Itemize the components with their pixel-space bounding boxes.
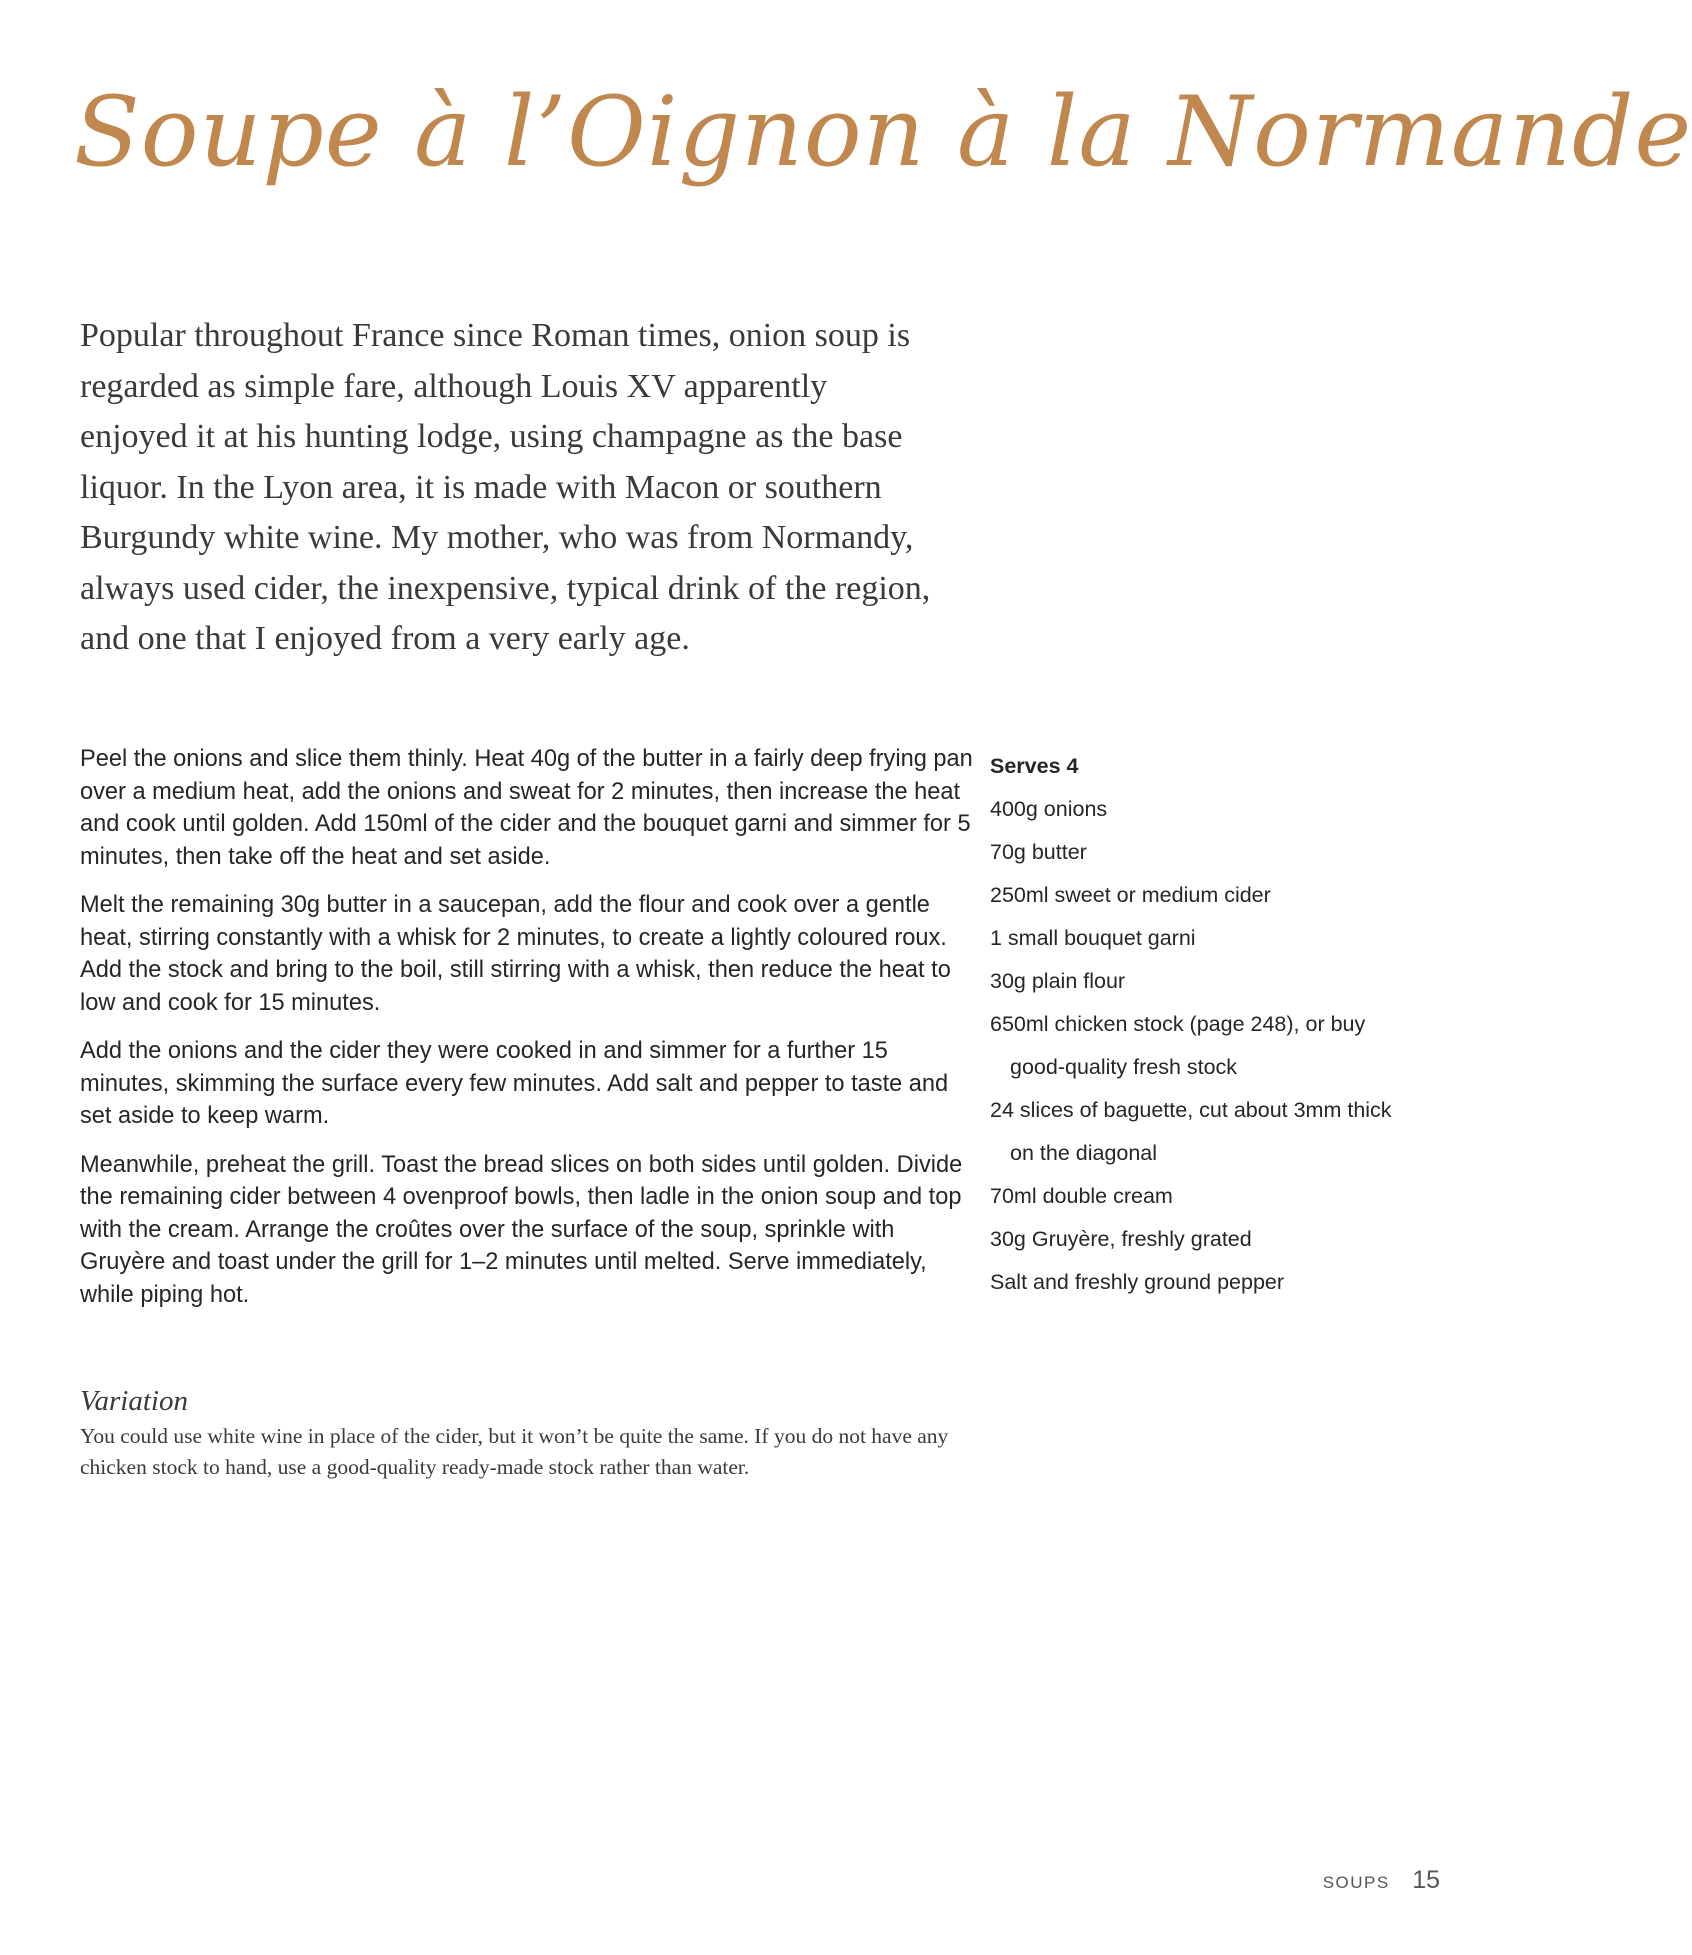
- method-step: Meanwhile, preheat the grill. Toast the bread slices on both sides until golden. Divide the remaining cider between 4 ovenproof bowls, then ladle in the onion soup and top with the cream. Arrange the croûtes over the surface of the soup, sprinkle with Gruyère and toast under the grill for 1–2 minutes until melted. Serve immediately, while piping hot.: [80, 1151, 963, 1308]
- variation-heading: Variation: [80, 1385, 188, 1417]
- ingredient-item: 1 small bouquet garni: [990, 926, 1196, 950]
- ingredient-item: 400g onions: [990, 797, 1108, 821]
- serves-label: Serves 4: [990, 754, 1079, 778]
- intro-paragraph: Popular throughout France since Roman times, onion soup is regarded as simple fare, although Louis XV apparently enjoyed it at his hunting lodge, using champagne as the base liquor. In the Lyon area, it is made with Macon or southern Burgundy white wine. My mother, who was from Normandy, always used cider, the inexpensive, typical drink of the region, and one that I enjoyed from a very early age.: [80, 317, 931, 657]
- section-label: SOUPS: [1322, 1873, 1390, 1892]
- method-section: [80, 743, 980, 1327]
- ingredient-item: Salt and freshly ground pepper: [990, 1270, 1285, 1294]
- variation-text: You could use white wine in place of the cider, but it won’t be quite the same. If you do not have any chicken stock to hand, use a good-quality ready-made stock rather than water.: [80, 1424, 949, 1479]
- page-footer: [1323, 1866, 1440, 1895]
- method-step: Melt the remaining 30g butter in a saucepan, add the flour and cook over a gentle heat, stirring constantly with a whisk for 2 minutes, to create a lightly coloured roux. Add the stock and bring to the boil, still stirring with a whisk, then reduce the heat to low and cook for 15 minutes.: [80, 892, 951, 1016]
- ingredient-list: [990, 788, 1410, 1304]
- ingredient-item: 70ml double cream: [990, 1184, 1173, 1208]
- page-number: 15: [1412, 1866, 1440, 1894]
- ingredient-item: 250ml sweet or medium cider: [990, 883, 1271, 907]
- ingredient-item: 650ml chicken stock (page 248), or buy good-quality fresh stock: [990, 1012, 1366, 1079]
- ingredient-item: 70g butter: [990, 840, 1087, 864]
- ingredient-item: 30g Gruyère, freshly grated: [990, 1227, 1252, 1251]
- page-title: Soupe à l’Oignon à la Normande: [74, 76, 1692, 188]
- ingredient-item: 24 slices of baguette, cut about 3mm thick on the diagonal: [990, 1098, 1392, 1165]
- method-step: Peel the onions and slice them thinly. Heat 40g of the butter in a fairly deep frying pan over a medium heat, add the onions and sweat for 2 minutes, then increase the heat and cook until golden. Add 150ml of the cider and the bouquet garni and simmer for 5 minutes, then take off the heat and set aside.: [80, 746, 973, 870]
- method-step: Add the onions and the cider they were cooked in and simmer for a further 15 minutes, skimming the surface every few minutes. Add salt and pepper to taste and set aside to keep warm.: [80, 1038, 949, 1129]
- ingredients-section: [990, 745, 1410, 1304]
- ingredient-item: 30g plain flour: [990, 969, 1126, 993]
